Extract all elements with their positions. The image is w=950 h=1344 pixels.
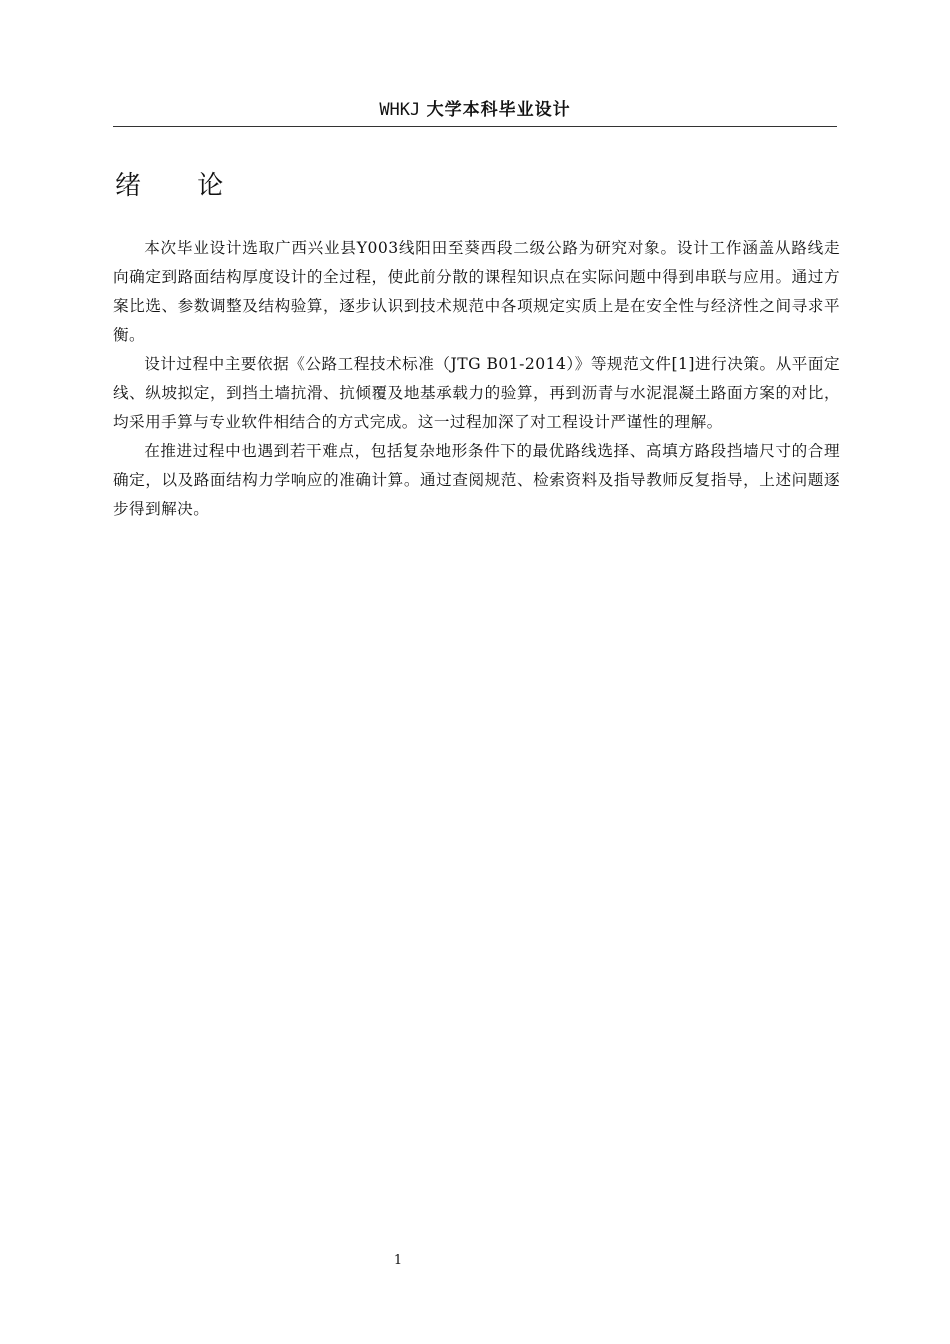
header-school-name: WHKJ [379, 100, 421, 120]
page-number: 1 [393, 1253, 403, 1268]
header-divider [113, 126, 837, 127]
body-text [113, 234, 840, 524]
paragraph: 本次毕业设计选取广西兴业县Y003线阳田至葵西段二级公路为研究对象。设计工作涵盖从路线走向确定到路面结构厚度设计的全过程，使此前分散的课程知识点在实际问题中得到串联与应用。通过方案比选、参数调整及结构验算，逐步认识到技术规范中各项规定实质上是在安全性与经济性之间寻求平衡。 [113, 239, 840, 344]
chapter-title: 绪 论 [115, 171, 248, 201]
header-document-title: 大学本科毕业设计 [426, 100, 571, 120]
paragraph: 设计过程中主要依据《公路工程技术标准（JTG B01-2014）》等规范文件[1]进行决策。从平面定线、纵坡拟定，到挡土墙抗滑、抗倾覆及地基承载力的验算，再到沥青与水泥混凝土路面方案的对比，均采用手算与专业软件相结合的方式完成。这一过程加深了对工程设计严谨性的理解。 [113, 355, 840, 431]
page-header [113, 96, 837, 126]
paragraph: 在推进过程中也遇到若干难点，包括复杂地形条件下的最优路线选择、高填方路段挡墙尺寸的合理确定，以及路面结构力学响应的准确计算。通过查阅规范、检索资料及指导教师反复指导，上述问题逐步得到解决。 [113, 442, 840, 518]
